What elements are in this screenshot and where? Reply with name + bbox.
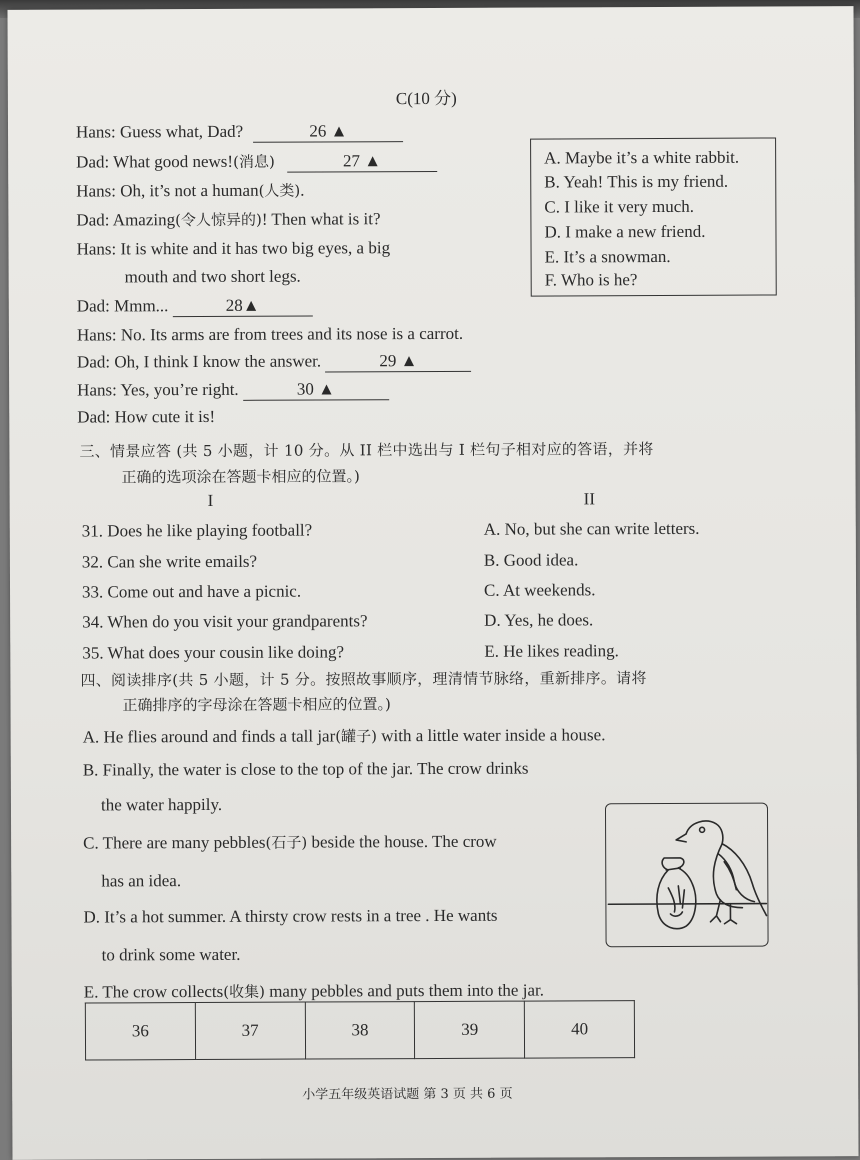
order-answer-table (85, 1000, 635, 1060)
question-31: 31. Does he like playing football? (81, 520, 313, 541)
answer-cell-36[interactable]: 36 (85, 1003, 195, 1060)
section-3-title: 三、情景应答 (共 5 小题，计 10 分。从 II 栏中选出与 I 栏句子相对应的答语，并将 (79, 440, 654, 461)
dialogue-line: Dad: How cute it is! (77, 406, 216, 427)
blank-26: 26 ▲ (253, 121, 403, 143)
exam-page (7, 6, 858, 1160)
section-3-title-cont: 正确的选项涂在答题卡相应的位置。) (121, 467, 360, 487)
dialogue-line-30: Hans: Yes, you’re right. 30 ▲ (77, 379, 389, 401)
option-d: D. I make a new friend. (544, 221, 706, 242)
sentence-c: C. There are many pebbles(石子) beside the house. The crow (83, 831, 497, 853)
answer-cell-40[interactable]: 40 (525, 1001, 635, 1058)
option-b: B. Yeah! This is my friend. (544, 171, 729, 192)
answer-cell-37[interactable]: 37 (195, 1002, 305, 1059)
blank-27: 27 ▲ (287, 151, 437, 173)
question-34: 34. When do you visit your grandparents? (82, 611, 368, 632)
dialogue-line-26: Hans: Guess what, Dad? 26 ▲ (76, 121, 403, 143)
sentence-c-cont: has an idea. (101, 871, 182, 891)
section-4-title: 四、阅读排序(共 5 小题，计 5 分。按照故事顺序，理清情节脉络，重新排序。请将 (80, 669, 647, 690)
dialogue-line-28: Dad: Mmm... 28▲ (77, 296, 313, 318)
blank-28: 28▲ (173, 296, 313, 318)
dialogue-line: Hans: No. Its arms are from trees and its nose is a carrot. (76, 323, 464, 345)
sentence-b-cont: the water happily. (100, 794, 223, 815)
answer-c: C. At weekends. (483, 580, 596, 600)
answer-a: A. No, but she can write letters. (483, 518, 700, 539)
option-c: C. I like it very much. (544, 196, 695, 217)
answer-cell-39[interactable]: 39 (415, 1001, 525, 1058)
option-e: E. It’s a snowman. (544, 246, 671, 267)
section-4-title-cont: 正确排序的字母涂在答题卡相应的位置。) (122, 695, 391, 715)
sentence-a: A. He flies around and finds a tall jar(罐子) with a little water inside a house. (82, 725, 606, 747)
question-32: 32. Can she write emails? (81, 551, 258, 572)
crow-illustration (605, 803, 769, 948)
column-ii-header: II (583, 489, 596, 509)
option-f: F. Who is he? (544, 270, 638, 290)
sentence-e: E. The crow collects(收集) many pebbles and puts them into the jar. (83, 980, 544, 1002)
dialogue-line: Hans: Oh, it’s not a human(人类). (76, 180, 305, 201)
dialogue-line-27: Dad: What good news!(消息) 27 ▲ (76, 150, 437, 174)
question-33: 33. Come out and have a picnic. (81, 581, 302, 602)
dialogue-line: Dad: Amazing(令人惊异的)! Then what is it? (76, 209, 381, 230)
dialogue-line: mouth and two short legs. (124, 266, 301, 287)
sentence-d-cont: to drink some water. (101, 944, 241, 965)
options-box (530, 137, 777, 296)
sentence-b: B. Finally, the water is close to the top of the jar. The crow drinks (82, 758, 529, 780)
blank-29: 29 ▲ (325, 351, 471, 373)
column-i-header: I (207, 490, 214, 510)
blank-30: 30 ▲ (243, 379, 389, 401)
dialogue-line: Hans: It is white and it has two big eyes, a big (76, 238, 391, 259)
answer-e: E. He likes reading. (484, 641, 619, 661)
question-35: 35. What does your cousin like doing? (82, 642, 345, 663)
page-footer: 小学五年级英语试题 第 3 页 共 6 页 (302, 1086, 513, 1103)
sentence-d: D. It’s a hot summer. A thirsty crow rests in a tree . He wants (83, 905, 498, 927)
dialogue-line-29: Dad: Oh, I think I know the answer. 29 ▲ (77, 351, 471, 374)
answer-cell-38[interactable]: 38 (305, 1002, 415, 1059)
option-a: A. Maybe it’s a white rabbit. (544, 147, 740, 168)
answer-b: B. Good idea. (483, 550, 579, 570)
answer-d: D. Yes, he does. (484, 610, 594, 630)
section-c-heading: C(10 分) (395, 88, 457, 109)
crow-and-jar-icon (606, 804, 769, 948)
